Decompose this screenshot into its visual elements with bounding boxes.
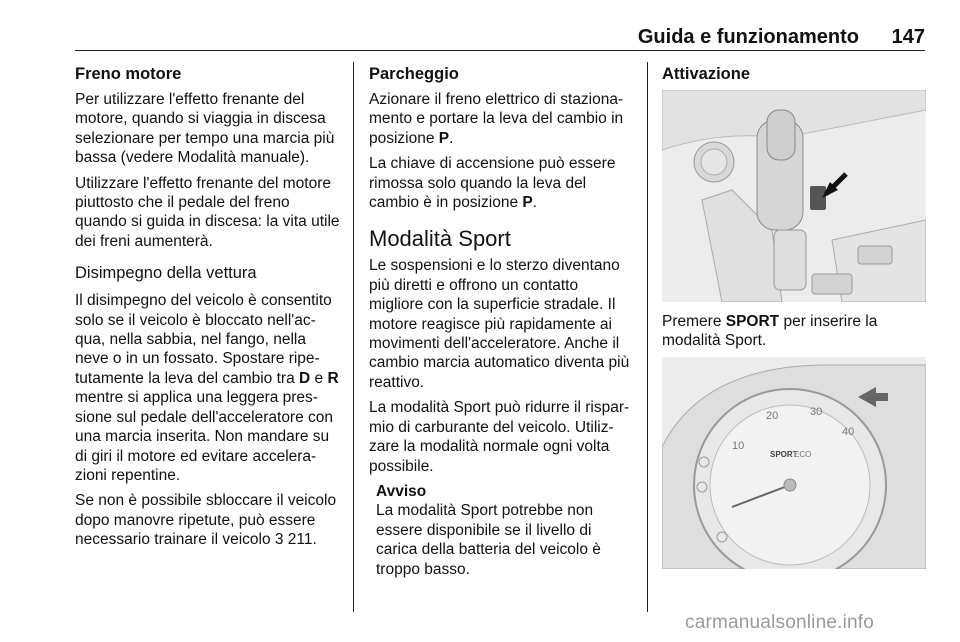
heading-disimpegno: Disimpegno della vettura — [75, 264, 257, 283]
header-rule — [75, 50, 925, 51]
paragraph: Il disimpegno del veicolo è consentito solo se il veicolo è bloccato nell'ac- qua, nella sabbia, nel fango, nella neve o in un fossato. Spostare ripe- tutamente la leva del cambio tra D e R mentre si applica una leggera pres- sione sul pedale dell'acceleratore con una marcia inserita. Non mandare su di giri il motore ed evitare accelera- zioni repentine. — [75, 292, 339, 484]
eco-indicator-label: ECO — [794, 449, 812, 459]
heading-freno-motore: Freno motore — [75, 65, 182, 83]
paragraph: La chiave di accensione può essere rimossa solo quando la leva del cambio è in posizione P. — [369, 155, 616, 212]
paragraph: Premere SPORT per inserire la modalità Sport. — [662, 313, 878, 350]
column-divider-2 — [647, 62, 648, 612]
gauge-tick-label: 20 — [766, 409, 779, 422]
chapter-title: Guida e funzionamento — [637, 26, 859, 48]
paragraph: La modalità Sport può ridurre il rispar- mio di carburante del veicolo. Utiliz- zare la modalità normale ogni volta possibile. — [369, 399, 630, 475]
paragraph: Per utilizzare l'effetto frenante del motore, quando si viaggia in discesa selezionare per tempo una marcia più bassa (vedere Modalità manuale). — [75, 91, 335, 167]
sport-indicator-label: SPORT — [770, 449, 798, 459]
note-box — [376, 482, 633, 579]
page-header — [75, 26, 925, 50]
paragraph: Azionare il freno elettrico di staziona- mento e portare la leva del cambio in posizione P. — [369, 91, 624, 147]
note-title: Avviso — [376, 482, 427, 500]
heading-modalita-sport: Modalità Sport — [369, 226, 511, 252]
heading-parcheggio: Parcheggio — [369, 65, 459, 83]
gear-lever-illustration — [662, 90, 926, 302]
column-1 — [75, 64, 341, 556]
note-text: La modalità Sport potrebbe non essere disponibile se il livello di carica della batteria del veicolo è troppo basso. — [376, 502, 601, 578]
column-2 — [369, 64, 633, 579]
paragraph: Le sospensioni e lo sterzo diventano più diretti e offrono un contatto migliore con la superficie stradale. Il motore reagisce più rapidamente ai movimenti dell'acceleratore. Anche il cambio marcia automatico diventa più reattivo. — [369, 257, 630, 391]
heading-attivazione: Attivazione — [662, 65, 751, 83]
gauge-tick-label: 30 — [810, 405, 823, 418]
page-ref-icon: 3 — [274, 531, 284, 549]
gauge-tick-label: 40 — [842, 425, 855, 438]
watermark: carmanualsonline.info — [685, 612, 875, 633]
paragraph: Se non è possibile sbloccare il veicolo dopo manovre ripetute, può essere necessario trainare il veicolo 3 211. — [75, 492, 337, 549]
paragraph: Utilizzare l'effetto frenante del motore piuttosto che il pedale del freno quando si guida in discesa: la vita utile dei freni aumenterà. — [75, 174, 340, 250]
page-number: 147 — [891, 26, 925, 48]
instrument-cluster-illustration — [662, 357, 926, 569]
column-3 — [662, 64, 926, 579]
gauge-tick-label: 10 — [732, 439, 745, 452]
column-divider-1 — [353, 62, 354, 612]
